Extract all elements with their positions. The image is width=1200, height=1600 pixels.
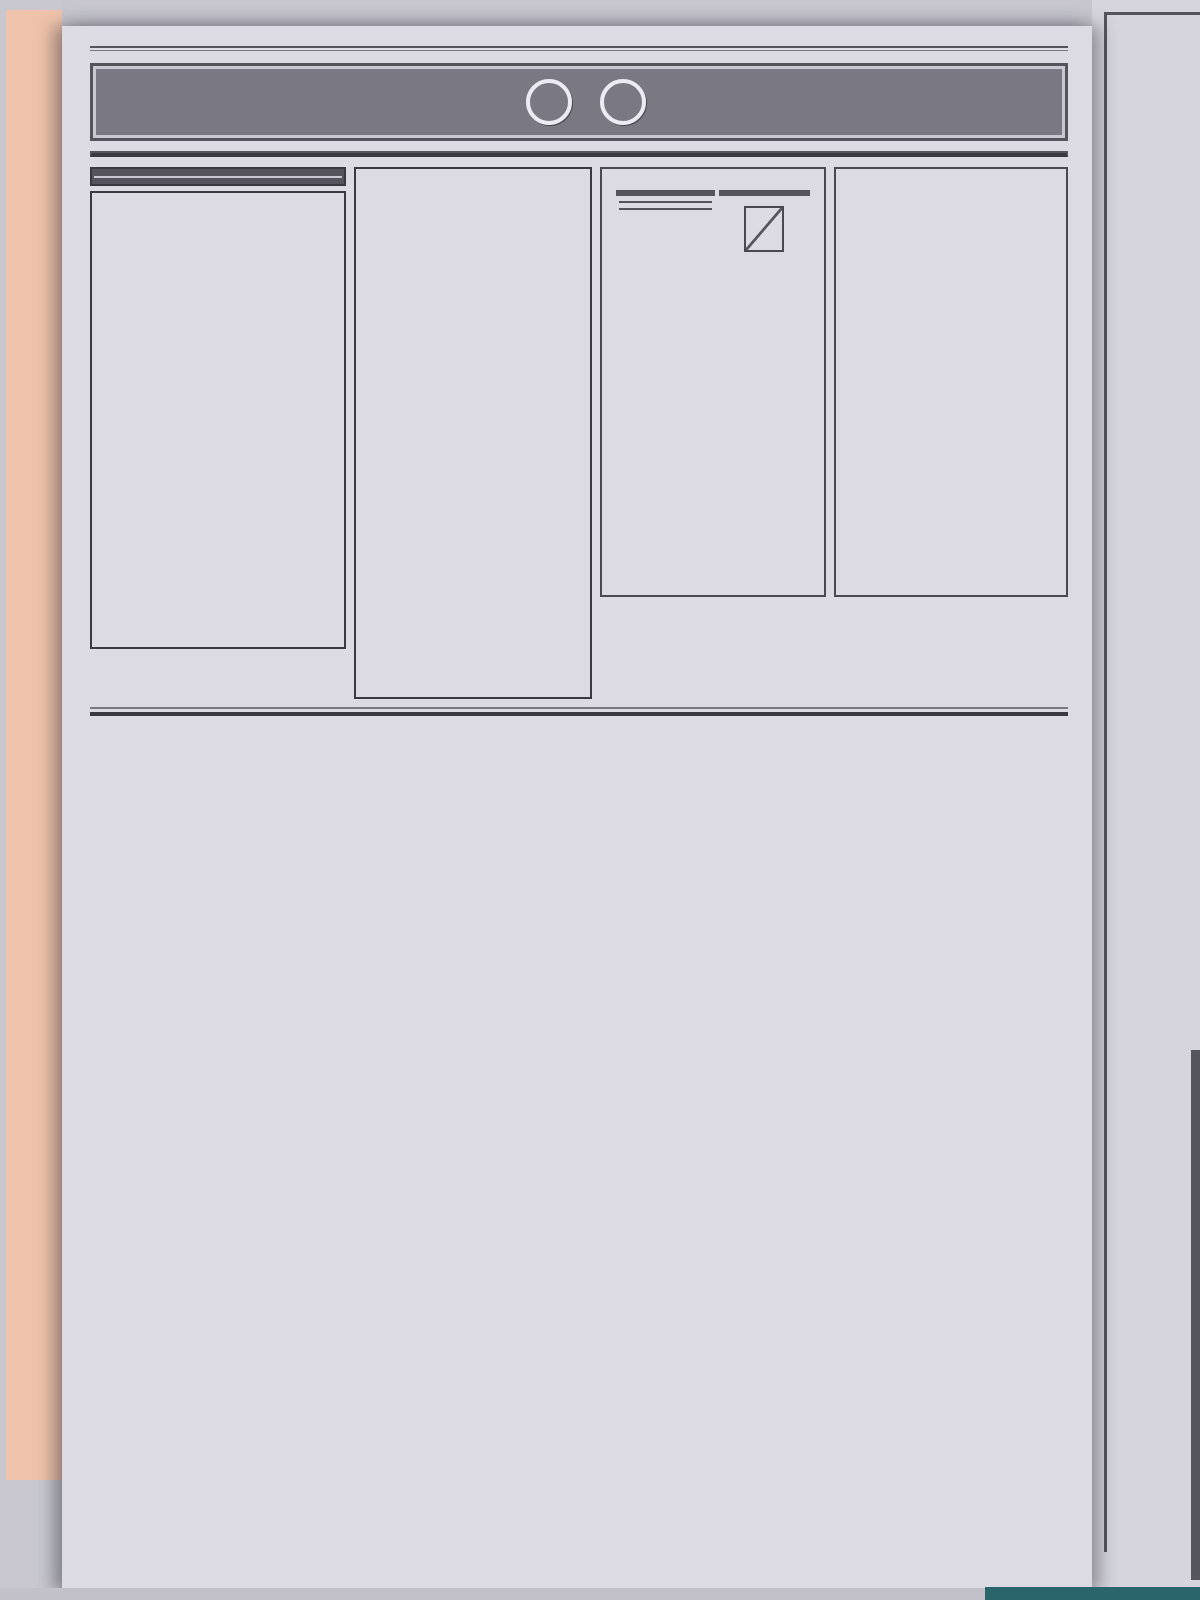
perm-header bbox=[719, 190, 810, 196]
figaro-header bbox=[90, 167, 346, 186]
right-edge-page bbox=[1092, 0, 1200, 1600]
right-edge-column bbox=[1104, 12, 1200, 1552]
figaro-badge-column bbox=[834, 167, 1068, 597]
masthead-rule bbox=[90, 46, 1068, 48]
newspaper-page bbox=[62, 26, 1092, 1592]
bet-header bbox=[616, 190, 715, 196]
page-bottom-rule-thick bbox=[90, 712, 1068, 716]
bet-perm-table bbox=[616, 190, 810, 256]
group-of-favour-box bbox=[600, 167, 826, 597]
bet-column bbox=[616, 190, 719, 256]
figaro-subheader bbox=[94, 176, 342, 180]
masthead-rule-thin bbox=[90, 50, 1068, 51]
fixtures-grid bbox=[90, 151, 1068, 157]
fixture-form-continuation-column bbox=[354, 167, 592, 699]
banner-circle-18 bbox=[600, 79, 646, 125]
figaro-fixture-form-column bbox=[90, 167, 346, 649]
perm-column bbox=[719, 190, 810, 256]
page-bottom-rule-thin bbox=[90, 707, 1068, 709]
x-border-left bbox=[604, 182, 614, 582]
top-edge-fragments bbox=[62, 0, 1092, 26]
banner-circle-5 bbox=[526, 79, 572, 125]
divider bbox=[619, 208, 712, 210]
week-fraction-box bbox=[744, 206, 784, 252]
bottom-right-teal-page bbox=[985, 1587, 1200, 1600]
divider bbox=[619, 201, 712, 203]
left-edge-column bbox=[6, 10, 62, 1480]
paper-gap-shadow bbox=[1191, 1050, 1200, 1580]
left-edge-page bbox=[0, 0, 62, 1600]
title-banner bbox=[90, 63, 1068, 141]
figaro-table-25-49 bbox=[354, 167, 592, 699]
bottom-section bbox=[90, 167, 1068, 699]
figaro-table-1-24 bbox=[90, 191, 346, 649]
x-border-right bbox=[812, 182, 822, 582]
